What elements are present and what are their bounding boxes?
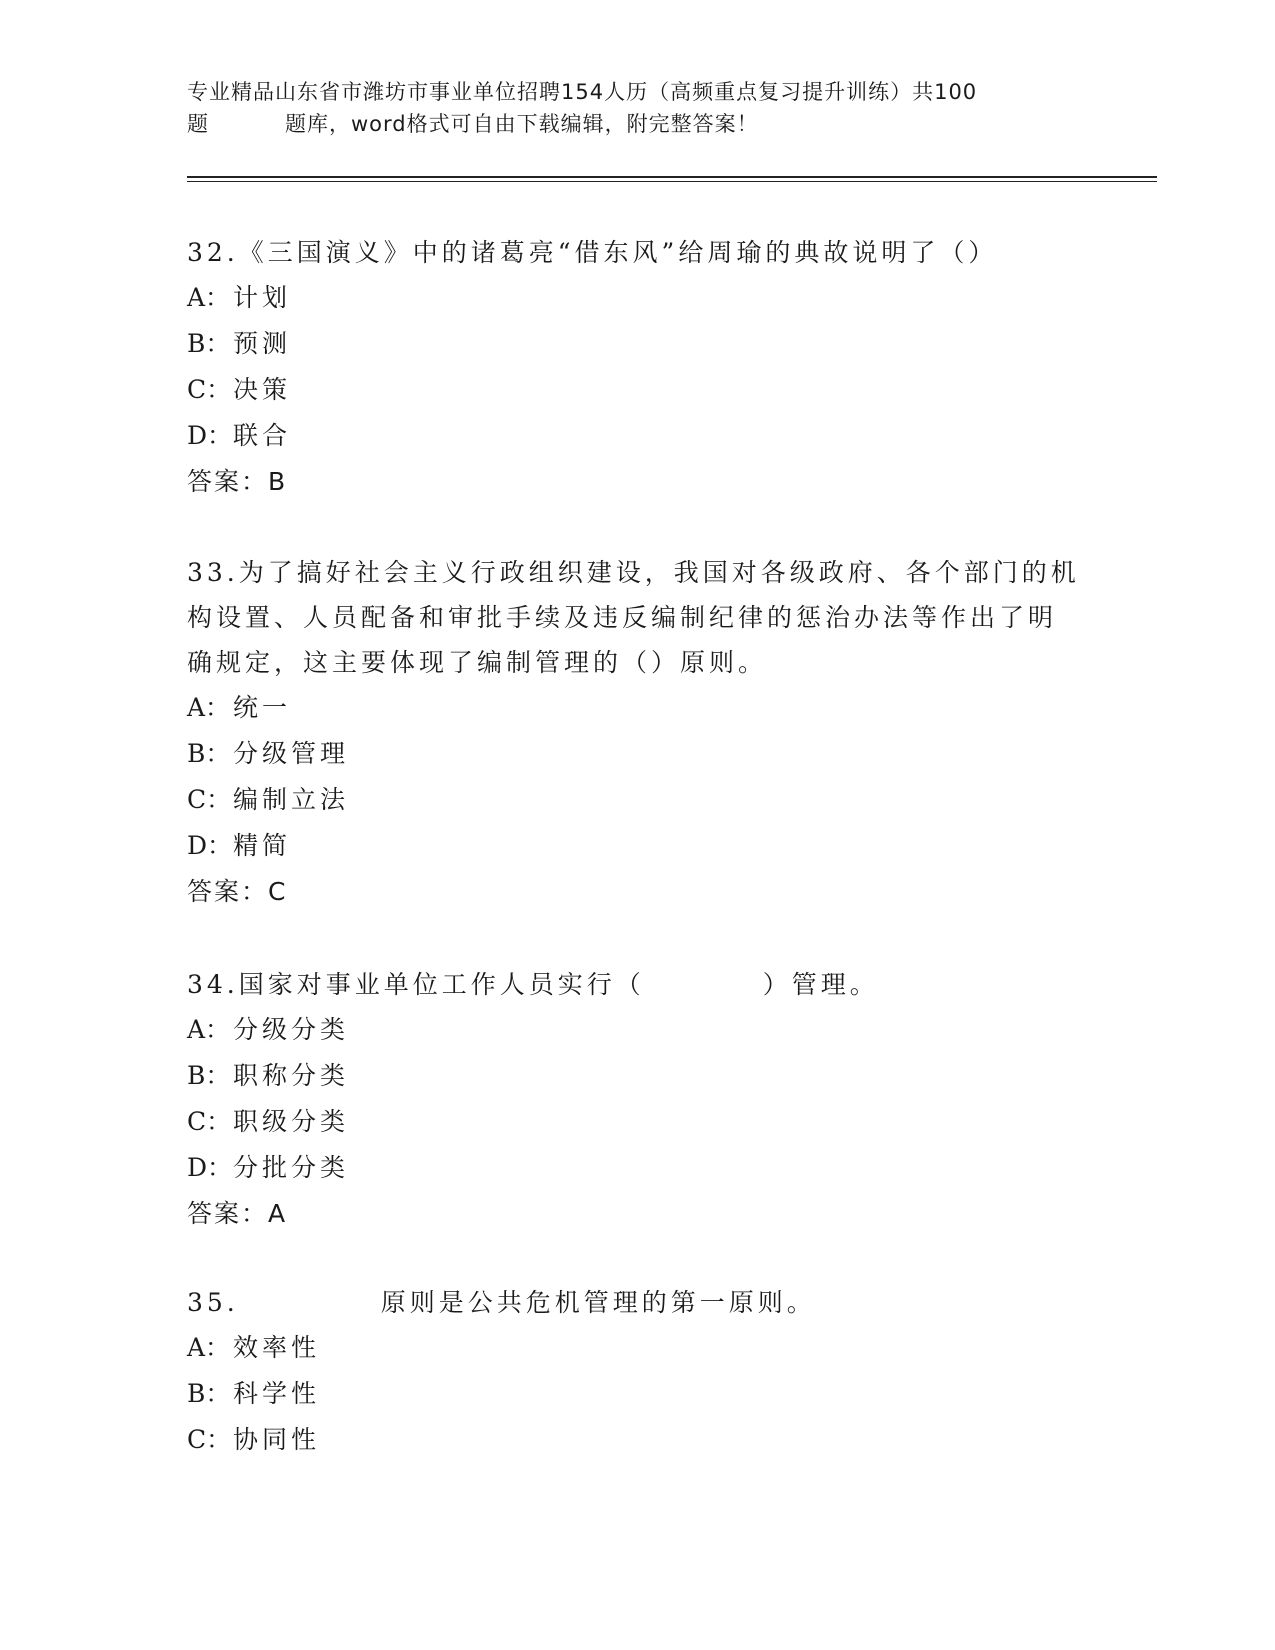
option-key: B：: [187, 329, 231, 358]
option-c: [187, 1099, 1087, 1145]
option-key: C：: [187, 1107, 232, 1136]
question-text-after-blank: 原则是公共危机管理的第一原则。: [380, 1288, 816, 1317]
answer: 答案：B: [187, 467, 288, 496]
question-text: [187, 1280, 1087, 1325]
header-divider-thin: [187, 181, 1157, 182]
option-text: 分批分类: [233, 1153, 350, 1182]
answer: 答案：A: [187, 1199, 288, 1228]
question-text: 32.《三国演义》中的诸葛亮“借东风”给周瑜的典故说明了（）: [187, 238, 998, 267]
option-d: [187, 1145, 1087, 1191]
option-key: B：: [187, 1061, 231, 1090]
option-a: [187, 275, 1087, 321]
question-32: [187, 230, 1087, 505]
option-text: 分级管理: [233, 739, 350, 768]
option-key: A：: [187, 1015, 231, 1044]
header-line-2-right: 题库，word格式可自由下载编辑，附完整答案！: [285, 112, 759, 136]
option-text: 效率性: [233, 1333, 321, 1362]
option-text: 统一: [233, 693, 292, 722]
option-c: [187, 1417, 1087, 1463]
question-34: [187, 962, 1087, 1237]
question-text-line-2: 构设置、人员配备和审批手续及违反编制纪律的惩治办法等作出了明: [187, 603, 1058, 632]
option-b: [187, 321, 1087, 367]
question-33: [187, 550, 1087, 915]
option-text: 计划: [233, 283, 292, 312]
option-text: 分级分类: [233, 1015, 350, 1044]
option-text: 决策: [233, 375, 292, 404]
option-key: B：: [187, 1379, 231, 1408]
option-a: [187, 685, 1087, 731]
option-b: [187, 731, 1087, 777]
option-a: [187, 1325, 1087, 1371]
option-key: D：: [187, 831, 233, 860]
option-text: 预测: [233, 329, 292, 358]
option-d: [187, 413, 1087, 459]
option-c: [187, 367, 1087, 413]
option-key: A：: [187, 693, 231, 722]
question-text-after-blank: ）管理。: [762, 970, 879, 999]
header-line-2: [187, 108, 1087, 140]
document-header: [187, 76, 1087, 140]
header-line-1: 专业精品山东省市潍坊市事业单位招聘154人历（高频重点复习提升训练）共100: [187, 80, 978, 104]
option-text: 职称分类: [233, 1061, 350, 1090]
question-text-line-1: 33.为了搞好社会主义行政组织建设，我国对各级政府、各个部门的机: [187, 558, 1080, 587]
option-key: D：: [187, 1153, 233, 1182]
option-text: 编制立法: [233, 785, 350, 814]
option-a: [187, 1007, 1087, 1053]
option-key: C：: [187, 785, 232, 814]
question-text-line-3: 确规定，这主要体现了编制管理的（）原则。: [187, 648, 768, 677]
header-line-2-left: 题: [187, 112, 209, 136]
option-key: A：: [187, 1333, 231, 1362]
question-35: [187, 1280, 1087, 1463]
option-text: 协同性: [233, 1425, 321, 1454]
option-b: [187, 1371, 1087, 1417]
option-text: 科学性: [233, 1379, 321, 1408]
option-text: 精简: [233, 831, 292, 860]
option-c: [187, 777, 1087, 823]
option-key: B：: [187, 739, 231, 768]
option-key: A：: [187, 283, 231, 312]
option-key: D：: [187, 421, 233, 450]
answer: 答案：C: [187, 877, 288, 906]
question-text-before-blank: 35.: [187, 1288, 239, 1317]
option-d: [187, 823, 1087, 869]
option-text: 联合: [233, 421, 292, 450]
header-divider-thick: [187, 176, 1157, 178]
option-key: C：: [187, 1425, 232, 1454]
question-text-before-blank: 34.国家对事业单位工作人员实行（: [187, 970, 645, 999]
option-b: [187, 1053, 1087, 1099]
option-key: C：: [187, 375, 232, 404]
question-text: [187, 962, 1087, 1007]
option-text: 职级分类: [233, 1107, 350, 1136]
